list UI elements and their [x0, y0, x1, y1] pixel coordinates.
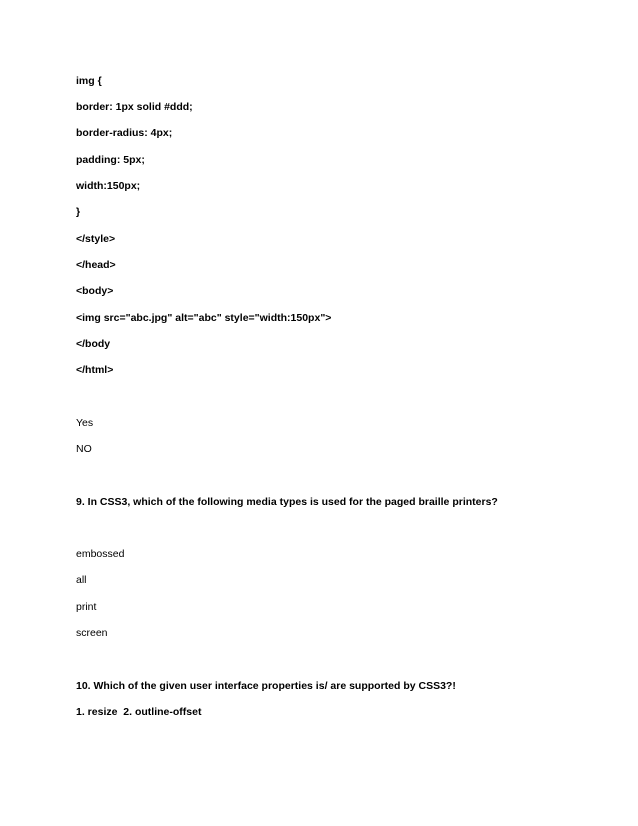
answer-option: all [76, 574, 87, 586]
code-line: border: 1px solid #ddd; [76, 101, 193, 113]
answer-option: NO [76, 443, 92, 455]
code-line: } [76, 206, 81, 218]
code-line: img { [76, 75, 102, 87]
code-line: </html> [76, 364, 114, 376]
question-10-text: 10. Which of the given user interface properties is/ are supported by CSS3?! [76, 680, 456, 692]
code-line: </style> [76, 233, 116, 245]
code-line: </head> [76, 259, 116, 271]
code-line: <img src="abc.jpg" alt="abc" style="width:150px"> [76, 312, 332, 324]
answer-option: print [76, 601, 97, 613]
code-line: border-radius: 4px; [76, 127, 173, 139]
code-line: <body> [76, 285, 114, 297]
question-9-text: 9. In CSS3, which of the following media types is used for the paged braille printers? [76, 496, 498, 508]
answer-option: screen [76, 627, 108, 639]
code-line: padding: 5px; [76, 154, 145, 166]
question-10-statement: 1. resize 2. outline-offset [76, 706, 202, 718]
code-line: </body [76, 338, 111, 350]
code-line: width:150px; [76, 180, 141, 192]
answer-option: embossed [76, 548, 125, 560]
answer-option: Yes [76, 417, 94, 429]
